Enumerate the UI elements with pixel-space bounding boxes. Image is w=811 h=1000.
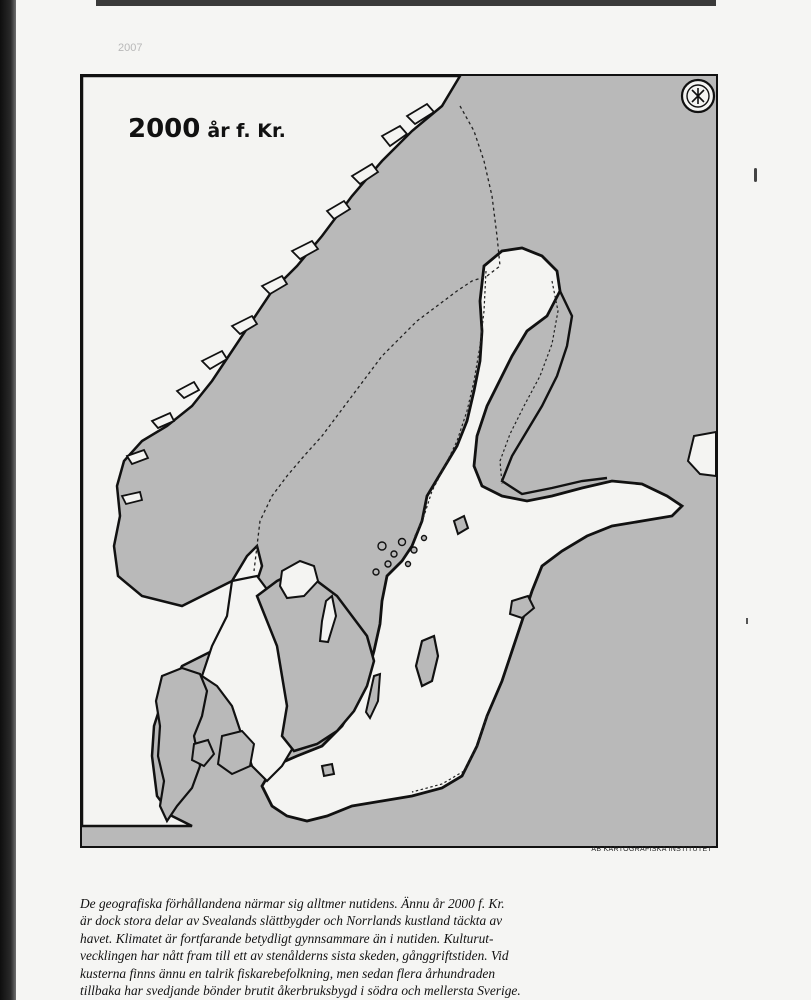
map-frame (80, 74, 718, 848)
scan-top-band (96, 0, 716, 6)
map-title-year: 2000 (128, 114, 201, 144)
caption-line: vecklingen har nått fram till ett av stenålderns sista skeden, gånggriftstiden. Vid (80, 948, 509, 964)
scan-scratch (754, 168, 757, 182)
bornholm (322, 764, 334, 776)
caption-line: De geografiska förhållandena närmar sig alltmer nutidens. Ännu år 2000 f. Kr. (80, 896, 505, 911)
caption-line: kusterna finns ännu en talrik fiskarebefolkning, men sedan flera århundraden (80, 965, 496, 981)
caption-text (80, 895, 724, 999)
publisher-seal-icon (682, 80, 714, 112)
pencil-mark: 2007 (118, 42, 143, 54)
map-title-era: år f. Kr. (207, 120, 286, 142)
historical-map (82, 76, 716, 846)
danish-island-zealand (218, 731, 254, 774)
caption-line: havet. Klimatet är fortfarande betydligt gynnsammare än i nutiden. Kulturut- (80, 930, 494, 946)
publisher-credit: AB KARTOGRAFISKA INSTITUTET (591, 846, 712, 853)
caption-line: tillbaka har svedjande bönder brutit åkerbruksbygd i södra och mellersta Sverige. (80, 983, 521, 999)
caption-line: är dock stora delar av Svealands slättbygder och Norrlands kustland täckta av (80, 913, 503, 929)
map-title (128, 114, 286, 144)
scan-scratch (746, 618, 748, 624)
